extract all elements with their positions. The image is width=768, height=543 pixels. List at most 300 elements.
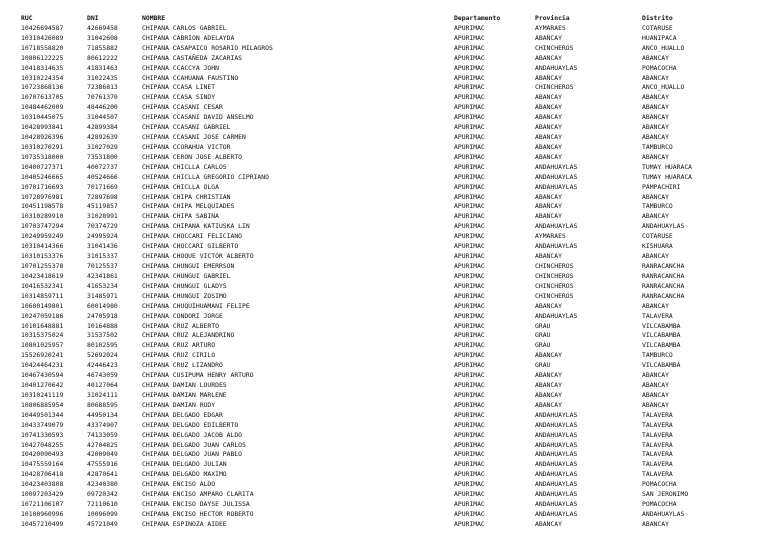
- cell-distrito: TALAVERA: [642, 460, 673, 469]
- cell-provincia: AYMARAES: [535, 23, 566, 32]
- cell-departamento: APURIMAC: [454, 470, 485, 479]
- table-row: [0, 212, 768, 222]
- cell-dni: 31015337: [87, 252, 118, 261]
- cell-nombre: CHIPANA CRUZ ARTURO: [142, 341, 216, 350]
- cell-provincia: ABANCAY: [535, 103, 562, 112]
- cell-nombre: CHIPANA CHUNGUI GLADYS: [142, 281, 227, 290]
- cell-departamento: APURIMAC: [454, 33, 485, 42]
- cell-distrito: ABANCAY: [642, 252, 669, 261]
- cell-dni: 40127064: [87, 381, 118, 390]
- cell-nombre: CHIPANA DELGADO JACOB ALDO: [142, 430, 243, 439]
- cell-ruc: 10249959249: [21, 232, 64, 241]
- cell-provincia: ABANCAY: [535, 381, 562, 390]
- cell-departamento: APURIMAC: [454, 291, 485, 300]
- table-row: [0, 500, 768, 510]
- cell-distrito: VILCABAMBA: [642, 361, 681, 370]
- cell-ruc: 10721106107: [21, 500, 64, 509]
- table-row: [0, 163, 768, 173]
- cell-provincia: ABANCAY: [535, 152, 562, 161]
- cell-departamento: APURIMAC: [454, 53, 485, 62]
- column-header-distrito: Distrito: [642, 14, 673, 22]
- cell-departamento: APURIMAC: [454, 311, 485, 320]
- cell-distrito: COTARUSE: [642, 232, 673, 241]
- cell-dni: 31024111: [87, 390, 118, 399]
- cell-departamento: APURIMAC: [454, 202, 485, 211]
- cell-provincia: ABANCAY: [535, 400, 562, 409]
- cell-provincia: ABANCAY: [535, 519, 562, 528]
- cell-dni: 42446423: [87, 361, 118, 370]
- cell-ruc: 10310241119: [21, 390, 64, 399]
- cell-nombre: CHIPANA DAMIAN MARLENE: [142, 390, 227, 399]
- cell-ruc: 10424464231: [21, 361, 64, 370]
- cell-dni: 31027029: [87, 142, 118, 151]
- cell-nombre: CHIPANA CCACCYA JOHN: [142, 63, 219, 72]
- cell-departamento: APURIMAC: [454, 93, 485, 102]
- cell-distrito: ANCO_HUALLO: [642, 43, 685, 52]
- cell-nombre: CHIPANA CCASANI CESAR: [142, 103, 223, 112]
- cell-distrito: ABANCAY: [642, 133, 669, 142]
- cell-distrito: ABANCAY: [642, 519, 669, 528]
- table-row: [0, 510, 768, 520]
- cell-distrito: POMACOCHA: [642, 63, 677, 72]
- cell-departamento: APURIMAC: [454, 162, 485, 171]
- table-row: [0, 93, 768, 103]
- cell-dni: 42870641: [87, 470, 118, 479]
- cell-provincia: CHINCHEROS: [535, 271, 574, 280]
- table-row: [0, 83, 768, 93]
- cell-departamento: APURIMAC: [454, 152, 485, 161]
- cell-ruc: 10097203429: [21, 490, 64, 499]
- cell-ruc: 10801025957: [21, 341, 64, 350]
- cell-ruc: 10310270291: [21, 142, 64, 151]
- cell-departamento: APURIMAC: [454, 480, 485, 489]
- cell-departamento: APURIMAC: [454, 400, 485, 409]
- cell-dni: 41653234: [87, 281, 118, 290]
- cell-departamento: APURIMAC: [454, 390, 485, 399]
- cell-departamento: APURIMAC: [454, 440, 485, 449]
- cell-ruc: 15526920241: [21, 351, 64, 360]
- cell-nombre: CHIPANA DELGADO MAXIMO: [142, 470, 227, 479]
- cell-departamento: APURIMAC: [454, 222, 485, 231]
- cell-provincia: GRAU: [535, 321, 551, 330]
- cell-provincia: ABANCAY: [535, 351, 562, 360]
- cell-ruc: 10433749079: [21, 420, 64, 429]
- table-row: [0, 262, 768, 272]
- cell-provincia: CHINCHEROS: [535, 281, 574, 290]
- cell-departamento: APURIMAC: [454, 450, 485, 459]
- cell-ruc: 10310224354: [21, 73, 64, 82]
- cell-departamento: APURIMAC: [454, 361, 485, 370]
- cell-nombre: CHIPANA CHUNGUI GABRIEL: [142, 271, 231, 280]
- cell-nombre: CHIPANA CHICLLA OLGA: [142, 182, 219, 191]
- cell-ruc: 10420090493: [21, 450, 64, 459]
- column-header-provincia: Provincia: [535, 14, 570, 22]
- cell-dni: 52692024: [87, 351, 118, 360]
- cell-provincia: ABANCAY: [535, 192, 562, 201]
- cell-provincia: ABANCAY: [535, 53, 562, 62]
- cell-distrito: ABANCAY: [642, 152, 669, 161]
- cell-ruc: 10600149801: [21, 301, 64, 310]
- column-header-nombre: NOMBRE: [142, 14, 166, 22]
- cell-nombre: CHIPANA CRUZ ALBERTO: [142, 321, 219, 330]
- cell-nombre: CHIPANA CERON JOSE ALBERTO: [142, 152, 243, 161]
- column-header-ruc: RUC: [21, 14, 33, 22]
- table-row: [0, 282, 768, 292]
- cell-departamento: APURIMAC: [454, 182, 485, 191]
- cell-departamento: APURIMAC: [454, 500, 485, 509]
- cell-nombre: CHIPANA CCASANI DAVID ANSELMO: [142, 113, 254, 122]
- table-row: [0, 322, 768, 332]
- cell-distrito: ABANCAY: [642, 113, 669, 122]
- cell-nombre: CHIPANA CRUZ ALEJANDRINO: [142, 331, 235, 340]
- cell-dni: 31485971: [87, 291, 118, 300]
- cell-ruc: 10701255378: [21, 261, 64, 270]
- cell-provincia: GRAU: [535, 341, 551, 350]
- cell-dni: 72386813: [87, 83, 118, 92]
- cell-ruc: 10423403808: [21, 480, 64, 489]
- cell-dni: 45721049: [87, 519, 118, 528]
- cell-dni: 31022435: [87, 73, 118, 82]
- cell-nombre: CHIPANA ESPINOZA AIDEE: [142, 519, 227, 528]
- cell-departamento: APURIMAC: [454, 142, 485, 151]
- cell-provincia: ANDAHUAYLAS: [535, 162, 578, 171]
- cell-provincia: GRAU: [535, 361, 551, 370]
- cell-provincia: ANDAHUAYLAS: [535, 222, 578, 231]
- cell-dni: 46743059: [87, 371, 118, 380]
- cell-dni: 70761370: [87, 93, 118, 102]
- cell-nombre: CHIPANA CCAHUANA FAUSTINO: [142, 73, 239, 82]
- cell-dni: 70171669: [87, 182, 118, 191]
- cell-departamento: APURIMAC: [454, 371, 485, 380]
- cell-provincia: ANDAHUAYLAS: [535, 460, 578, 469]
- cell-departamento: APURIMAC: [454, 232, 485, 241]
- table-row: [0, 183, 768, 193]
- cell-departamento: APURIMAC: [454, 460, 485, 469]
- cell-distrito: VILCABAMBA: [642, 331, 681, 340]
- cell-provincia: ABANCAY: [535, 212, 562, 221]
- cell-dni: 47555916: [87, 460, 118, 469]
- cell-provincia: ABANCAY: [535, 252, 562, 261]
- cell-distrito: ABANCAY: [642, 53, 669, 62]
- cell-nombre: CHIPANA CHIPA SABINA: [142, 212, 219, 221]
- cell-provincia: ANDAHUAYLAS: [535, 509, 578, 518]
- cell-nombre: CHIPANA CCASA LINET: [142, 83, 216, 92]
- cell-departamento: APURIMAC: [454, 123, 485, 132]
- cell-provincia: ANDAHUAYLAS: [535, 450, 578, 459]
- table-row: [0, 421, 768, 431]
- cell-dni: 80102595: [87, 341, 118, 350]
- cell-distrito: TAMBURCO: [642, 142, 673, 151]
- cell-provincia: ABANCAY: [535, 33, 562, 42]
- cell-provincia: ABANCAY: [535, 142, 562, 151]
- cell-distrito: TAMBURCO: [642, 351, 673, 360]
- cell-departamento: APURIMAC: [454, 490, 485, 499]
- cell-ruc: 10701716693: [21, 182, 64, 191]
- cell-departamento: APURIMAC: [454, 381, 485, 390]
- cell-nombre: CHIPANA CCORAHUA VICTOR: [142, 142, 231, 151]
- cell-nombre: CHIPANA CASTAÑEDA ZACARIAS: [142, 53, 243, 62]
- cell-provincia: ABANCAY: [535, 73, 562, 82]
- cell-provincia: ABANCAY: [535, 93, 562, 102]
- cell-ruc: 10728976981: [21, 192, 64, 201]
- cell-provincia: ANDAHUAYLAS: [535, 440, 578, 449]
- table-row: [0, 331, 768, 341]
- cell-ruc: 10735318000: [21, 152, 64, 161]
- table-row: [0, 232, 768, 242]
- table-row: [0, 103, 768, 113]
- cell-nombre: CHIPANA DELGADO JUAN CARLOS: [142, 440, 246, 449]
- cell-nombre: CHIPANA ENCISO AMPARO CLARITA: [142, 490, 254, 499]
- cell-dni: 70374729: [87, 222, 118, 231]
- table-row: [0, 143, 768, 153]
- table-row: [0, 351, 768, 361]
- cell-dni: 31537502: [87, 331, 118, 340]
- cell-departamento: APURIMAC: [454, 341, 485, 350]
- cell-dni: 42669458: [87, 23, 118, 32]
- cell-departamento: APURIMAC: [454, 212, 485, 221]
- table-row: [0, 341, 768, 351]
- table-row: [0, 302, 768, 312]
- cell-dni: 72897698: [87, 192, 118, 201]
- cell-dni: 24705918: [87, 311, 118, 320]
- cell-departamento: APURIMAC: [454, 271, 485, 280]
- cell-distrito: TALAVERA: [642, 430, 673, 439]
- cell-dni: 42340380: [87, 480, 118, 489]
- cell-distrito: RANRACANCHA: [642, 261, 685, 270]
- cell-nombre: CHIPANA CABRION ADELAYDA: [142, 33, 235, 42]
- column-header-dni: DNI: [87, 14, 99, 22]
- cell-dni: 42899384: [87, 123, 118, 132]
- table-row: [0, 44, 768, 54]
- cell-departamento: APURIMAC: [454, 83, 485, 92]
- cell-provincia: ABANCAY: [535, 113, 562, 122]
- cell-dni: 40524666: [87, 172, 118, 181]
- cell-distrito: TUMAY HUARACA: [642, 162, 693, 171]
- cell-nombre: CHIPANA CHUNGUI EMERRSON: [142, 261, 235, 270]
- cell-ruc: 10401270642: [21, 381, 64, 390]
- cell-nombre: CHIPANA CHIPA MELQUIADES: [142, 202, 235, 211]
- cell-ruc: 10707613705: [21, 93, 64, 102]
- cell-provincia: ANDAHUAYLAS: [535, 420, 578, 429]
- cell-nombre: CHIPANA CCASANI GABRIEL: [142, 123, 231, 132]
- table-header-row: [0, 14, 768, 24]
- table-row: [0, 391, 768, 401]
- cell-distrito: ABANCAY: [642, 73, 669, 82]
- cell-dni: 80688595: [87, 400, 118, 409]
- table-row: [0, 222, 768, 232]
- table-row: [0, 74, 768, 84]
- cell-dni: 44950134: [87, 410, 118, 419]
- cell-nombre: CHIPANA CCASANI JOSE CARMEN: [142, 133, 246, 142]
- cell-nombre: CHIPANA CHOQUE VICTOR ALBERTO: [142, 252, 254, 261]
- cell-dni: 10096099: [87, 509, 118, 518]
- cell-provincia: CHINCHEROS: [535, 261, 574, 270]
- cell-distrito: PAMPACHIRI: [642, 182, 681, 191]
- cell-ruc: 10428706418: [21, 470, 64, 479]
- cell-provincia: ANDAHUAYLAS: [535, 430, 578, 439]
- cell-provincia: ABANCAY: [535, 123, 562, 132]
- cell-distrito: ABANCAY: [642, 301, 669, 310]
- cell-ruc: 10718558820: [21, 43, 64, 52]
- cell-distrito: RANRACANCHA: [642, 291, 685, 300]
- cell-distrito: TALAVERA: [642, 410, 673, 419]
- cell-provincia: ANDAHUAYLAS: [535, 490, 578, 499]
- cell-ruc: 10451198578: [21, 202, 64, 211]
- cell-ruc: 10806885954: [21, 400, 64, 409]
- cell-nombre: CHIPANA ENCISO DAYSE JULISSA: [142, 500, 250, 509]
- table-row: [0, 113, 768, 123]
- cell-ruc: 10310426089: [21, 33, 64, 42]
- cell-distrito: TALAVERA: [642, 420, 673, 429]
- cell-dni: 48446200: [87, 103, 118, 112]
- table-row: [0, 441, 768, 451]
- cell-nombre: CHIPANA ENCISO ALDO: [142, 480, 216, 489]
- table-row: [0, 54, 768, 64]
- cell-provincia: ANDAHUAYLAS: [535, 500, 578, 509]
- cell-nombre: CHIPANA CHICLLA CARLOS: [142, 162, 227, 171]
- cell-nombre: CHIPANA DELGADO JULIAN: [142, 460, 227, 469]
- cell-distrito: TALAVERA: [642, 311, 673, 320]
- cell-nombre: CHIPANA CARLOS GABRIEL: [142, 23, 227, 32]
- cell-nombre: CHIPANA CHOCCARI GILBERTO: [142, 242, 239, 251]
- cell-ruc: 10400727371: [21, 162, 64, 171]
- cell-dni: 31044507: [87, 113, 118, 122]
- cell-provincia: CHINCHEROS: [535, 43, 574, 52]
- cell-nombre: CHIPANA DELGADO EDGAR: [142, 410, 223, 419]
- cell-ruc: 10427048255: [21, 440, 64, 449]
- cell-dni: 42341861: [87, 271, 118, 280]
- cell-departamento: APURIMAC: [454, 113, 485, 122]
- cell-dni: 74133059: [87, 430, 118, 439]
- table-row: [0, 292, 768, 302]
- table-row: [0, 460, 768, 470]
- cell-distrito: TALAVERA: [642, 450, 673, 459]
- cell-ruc: 10806122225: [21, 53, 64, 62]
- cell-provincia: CHINCHEROS: [535, 291, 574, 300]
- cell-ruc: 10101648881: [21, 321, 64, 330]
- table-row: [0, 24, 768, 34]
- table-row: [0, 252, 768, 262]
- cell-dni: 72110610: [87, 500, 118, 509]
- cell-distrito: RANRACANCHA: [642, 281, 685, 290]
- cell-departamento: APURIMAC: [454, 73, 485, 82]
- cell-ruc: 10426694587: [21, 23, 64, 32]
- cell-dni: 31042608: [87, 33, 118, 42]
- cell-dni: 80612222: [87, 53, 118, 62]
- cell-distrito: VILCABAMBA: [642, 341, 681, 350]
- cell-departamento: APURIMAC: [454, 133, 485, 142]
- cell-dni: 42892639: [87, 133, 118, 142]
- cell-departamento: APURIMAC: [454, 103, 485, 112]
- cell-distrito: ANDAHUAYLAS: [642, 509, 685, 518]
- cell-ruc: 10484462009: [21, 103, 64, 112]
- cell-nombre: CHIPANA CHUNGUI ZOSIMO: [142, 291, 227, 300]
- cell-nombre: CHIPANA DAMIAN RUDY: [142, 400, 216, 409]
- cell-nombre: CHIPANA ENCISO HECTOR ROBERTO: [142, 509, 254, 518]
- cell-nombre: CHIPANA DAMIAN LOURDES: [142, 381, 227, 390]
- cell-provincia: ABANCAY: [535, 301, 562, 310]
- cell-provincia: CHINCHEROS: [535, 83, 574, 92]
- table-row: [0, 133, 768, 143]
- cell-nombre: CHIPANA CHOCCARI FELICIANO: [142, 232, 243, 241]
- table-row: [0, 411, 768, 421]
- cell-departamento: APURIMAC: [454, 43, 485, 52]
- cell-dni: 73531800: [87, 152, 118, 161]
- cell-ruc: 10703747294: [21, 222, 64, 231]
- table-row: [0, 480, 768, 490]
- table-row: [0, 490, 768, 500]
- cell-distrito: POMACOCHA: [642, 480, 677, 489]
- table-row: [0, 193, 768, 203]
- cell-ruc: 10416532341: [21, 281, 64, 290]
- cell-departamento: APURIMAC: [454, 261, 485, 270]
- table-row: [0, 153, 768, 163]
- cell-nombre: CHIPANA CCASA SINDY: [142, 93, 216, 102]
- cell-ruc: 10315375024: [21, 331, 64, 340]
- cell-ruc: 10475559164: [21, 460, 64, 469]
- cell-ruc: 10418314635: [21, 63, 64, 72]
- cell-distrito: TALAVERA: [642, 470, 673, 479]
- cell-departamento: APURIMAC: [454, 351, 485, 360]
- cell-nombre: CHIPANA CHUQUIHUAMANI FELIPE: [142, 301, 250, 310]
- cell-departamento: APURIMAC: [454, 172, 485, 181]
- table-row: [0, 470, 768, 480]
- cell-provincia: ANDAHUAYLAS: [535, 172, 578, 181]
- cell-distrito: ABANCAY: [642, 123, 669, 132]
- cell-distrito: POMACOCHA: [642, 500, 677, 509]
- cell-ruc: 10467430594: [21, 371, 64, 380]
- cell-provincia: ANDAHUAYLAS: [535, 242, 578, 251]
- cell-ruc: 10310445075: [21, 113, 64, 122]
- cell-ruc: 10723868136: [21, 83, 64, 92]
- cell-provincia: AYMARAES: [535, 232, 566, 241]
- cell-departamento: APURIMAC: [454, 252, 485, 261]
- cell-distrito: ABANCAY: [642, 390, 669, 399]
- cell-departamento: APURIMAC: [454, 519, 485, 528]
- cell-ruc: 10741330593: [21, 430, 64, 439]
- cell-distrito: HUANIPACA: [642, 33, 677, 42]
- cell-nombre: CHIPANA CHICLLA GREGORIO CIPRIANO: [142, 172, 269, 181]
- cell-distrito: SAN JERONIMO: [642, 490, 689, 499]
- table-row: [0, 520, 768, 530]
- cell-distrito: ABANCAY: [642, 192, 669, 201]
- cell-distrito: ABANCAY: [642, 371, 669, 380]
- table-row: [0, 381, 768, 391]
- cell-nombre: CHIPANA CASAPAICO ROSARIO MILAGROS: [142, 43, 273, 52]
- cell-dni: 09720342: [87, 490, 118, 499]
- cell-distrito: ANDAHUAYLAS: [642, 222, 685, 231]
- cell-departamento: APURIMAC: [454, 192, 485, 201]
- cell-distrito: ABANCAY: [642, 400, 669, 409]
- cell-distrito: ABANCAY: [642, 93, 669, 102]
- cell-departamento: APURIMAC: [454, 331, 485, 340]
- cell-provincia: GRAU: [535, 331, 551, 340]
- cell-distrito: VILCABAMBA: [642, 321, 681, 330]
- cell-ruc: 10428926396: [21, 133, 64, 142]
- table-row: [0, 202, 768, 212]
- cell-dni: 42009049: [87, 450, 118, 459]
- cell-departamento: APURIMAC: [454, 321, 485, 330]
- table-row: [0, 401, 768, 411]
- cell-distrito: ABANCAY: [642, 212, 669, 221]
- table-row: [0, 371, 768, 381]
- cell-departamento: APURIMAC: [454, 63, 485, 72]
- column-header-departamento: Departamento: [454, 14, 501, 22]
- cell-ruc: 10247059186: [21, 311, 64, 320]
- cell-provincia: ABANCAY: [535, 390, 562, 399]
- cell-ruc: 10310414366: [21, 242, 64, 251]
- table-row: [0, 431, 768, 441]
